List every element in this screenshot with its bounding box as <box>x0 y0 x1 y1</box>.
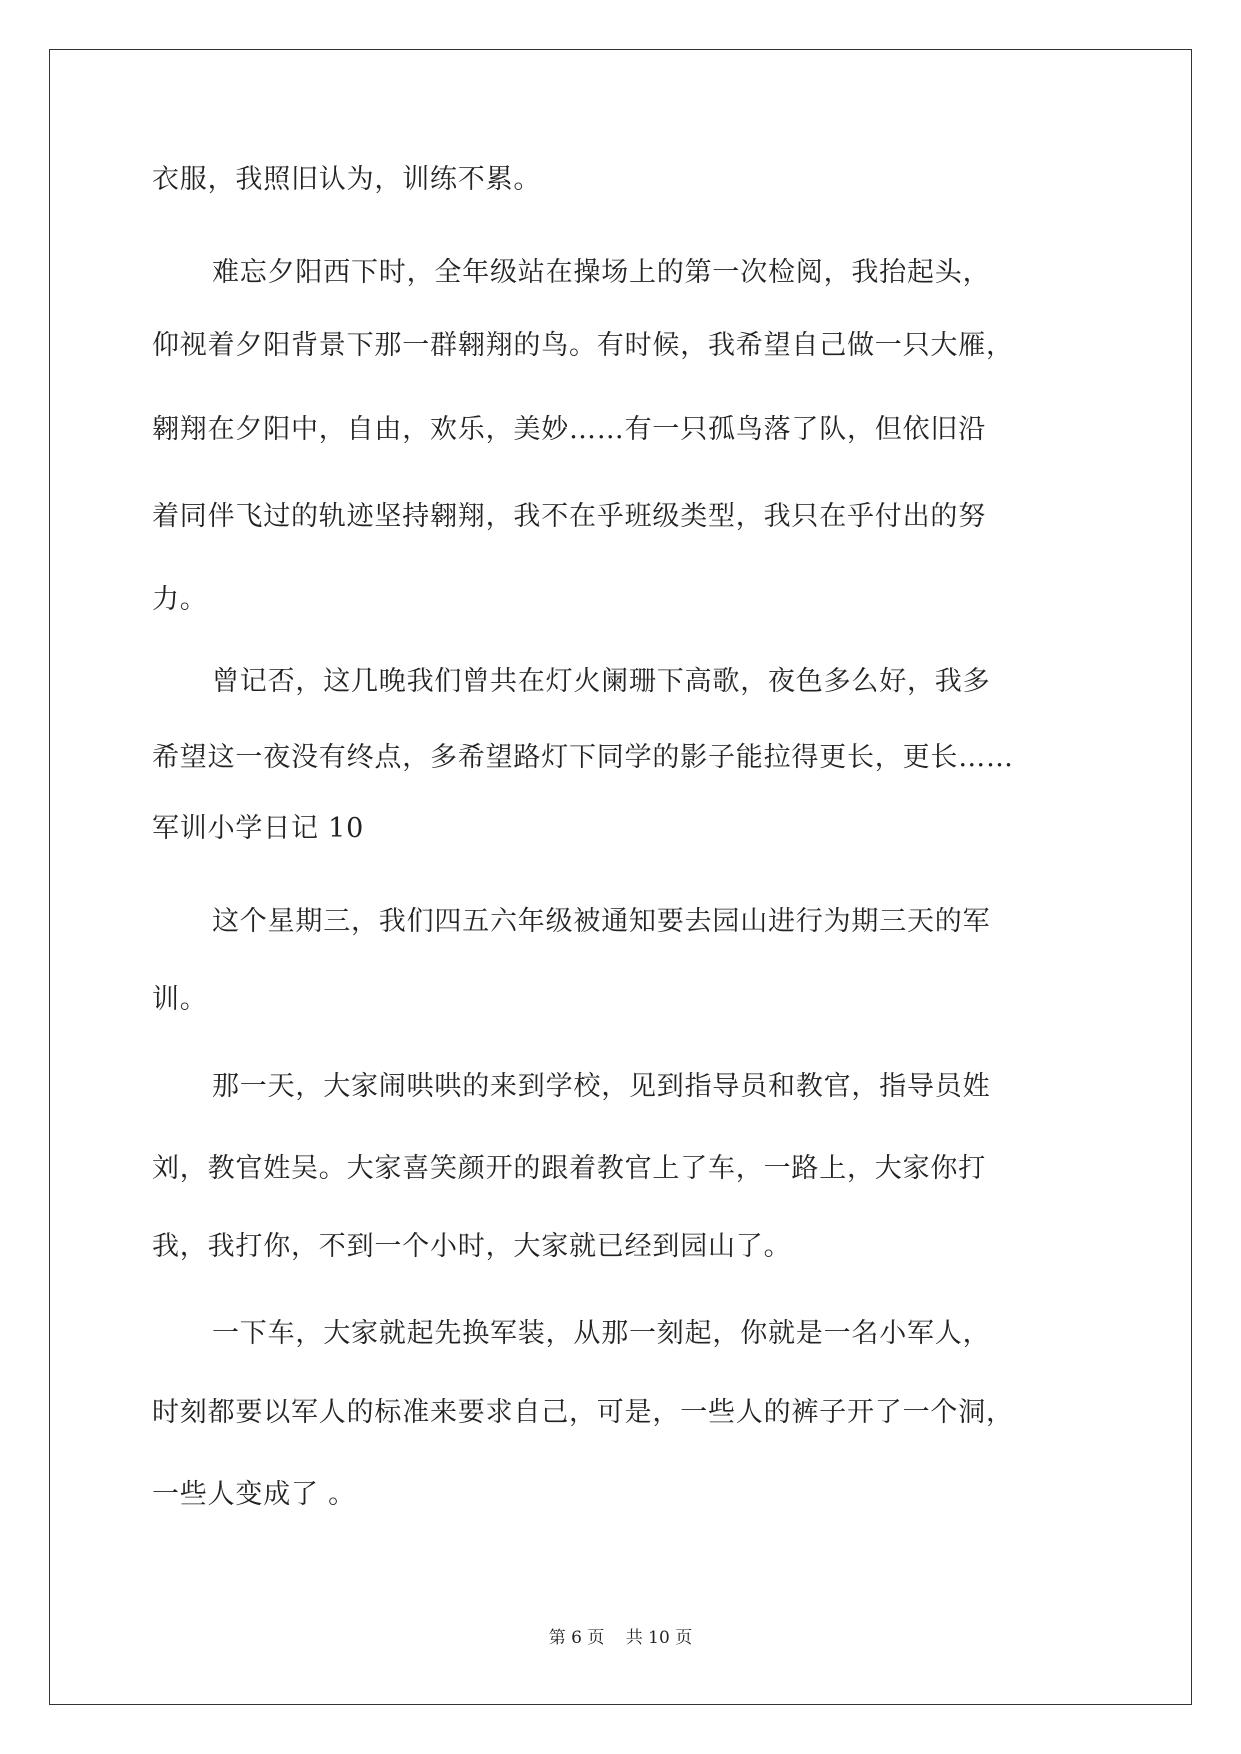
text-line: 这个星期三，我们四五六年级被通知要去园山进行为期三天的军 <box>212 906 991 937</box>
text-line: 时刻都要以军人的标准来要求自己，可是，一些人的裤子开了一个洞， <box>152 1397 1014 1428</box>
text-line: 力。 <box>152 584 208 615</box>
text-line: 难忘夕阳西下时，全年级站在操场上的第一次检阅，我抬起头， <box>212 257 991 288</box>
page-total: 共 10 页 <box>625 1628 693 1648</box>
text-line: 一些人变成了 。 <box>152 1479 356 1510</box>
text-line: 训。 <box>152 984 208 1015</box>
text-line: 我，我打你，不到一个小时，大家就已经到园山了。 <box>152 1231 792 1262</box>
text-line: 着同伴飞过的轨迹坚持翱翔，我不在乎班级类型，我只在乎付出的努 <box>152 501 986 532</box>
section-heading: 军训小学日记 10 <box>152 813 365 844</box>
page-footer <box>0 1626 1241 1650</box>
text-line: 翱翔在夕阳中，自由，欢乐，美妙……有一只孤鸟落了队，但依旧沿 <box>152 414 986 445</box>
text-line: 刘，教官姓吴。大家喜笑颜开的跟着教官上了车，一路上，大家你打 <box>152 1153 986 1184</box>
text-line: 衣服，我照旧认为，训练不累。 <box>152 164 542 195</box>
page-number: 第 6 页 <box>548 1628 605 1648</box>
text-line: 曾记否，这几晚我们曾共在灯火阑珊下高歌，夜色多么好，我多 <box>212 666 991 697</box>
page-border <box>49 49 1192 1705</box>
text-line: 那一天，大家闹哄哄的来到学校，见到指导员和教官，指导员姓 <box>212 1071 991 1102</box>
text-line: 一下车，大家就起先换军装，从那一刻起，你就是一名小军人， <box>212 1318 991 1349</box>
text-line: 仰视着夕阳背景下那一群翱翔的鸟。有时候，我希望自己做一只大雁， <box>152 330 1014 361</box>
text-line: 希望这一夜没有终点，多希望路灯下同学的影子能拉得更长，更长…… <box>152 742 1014 773</box>
